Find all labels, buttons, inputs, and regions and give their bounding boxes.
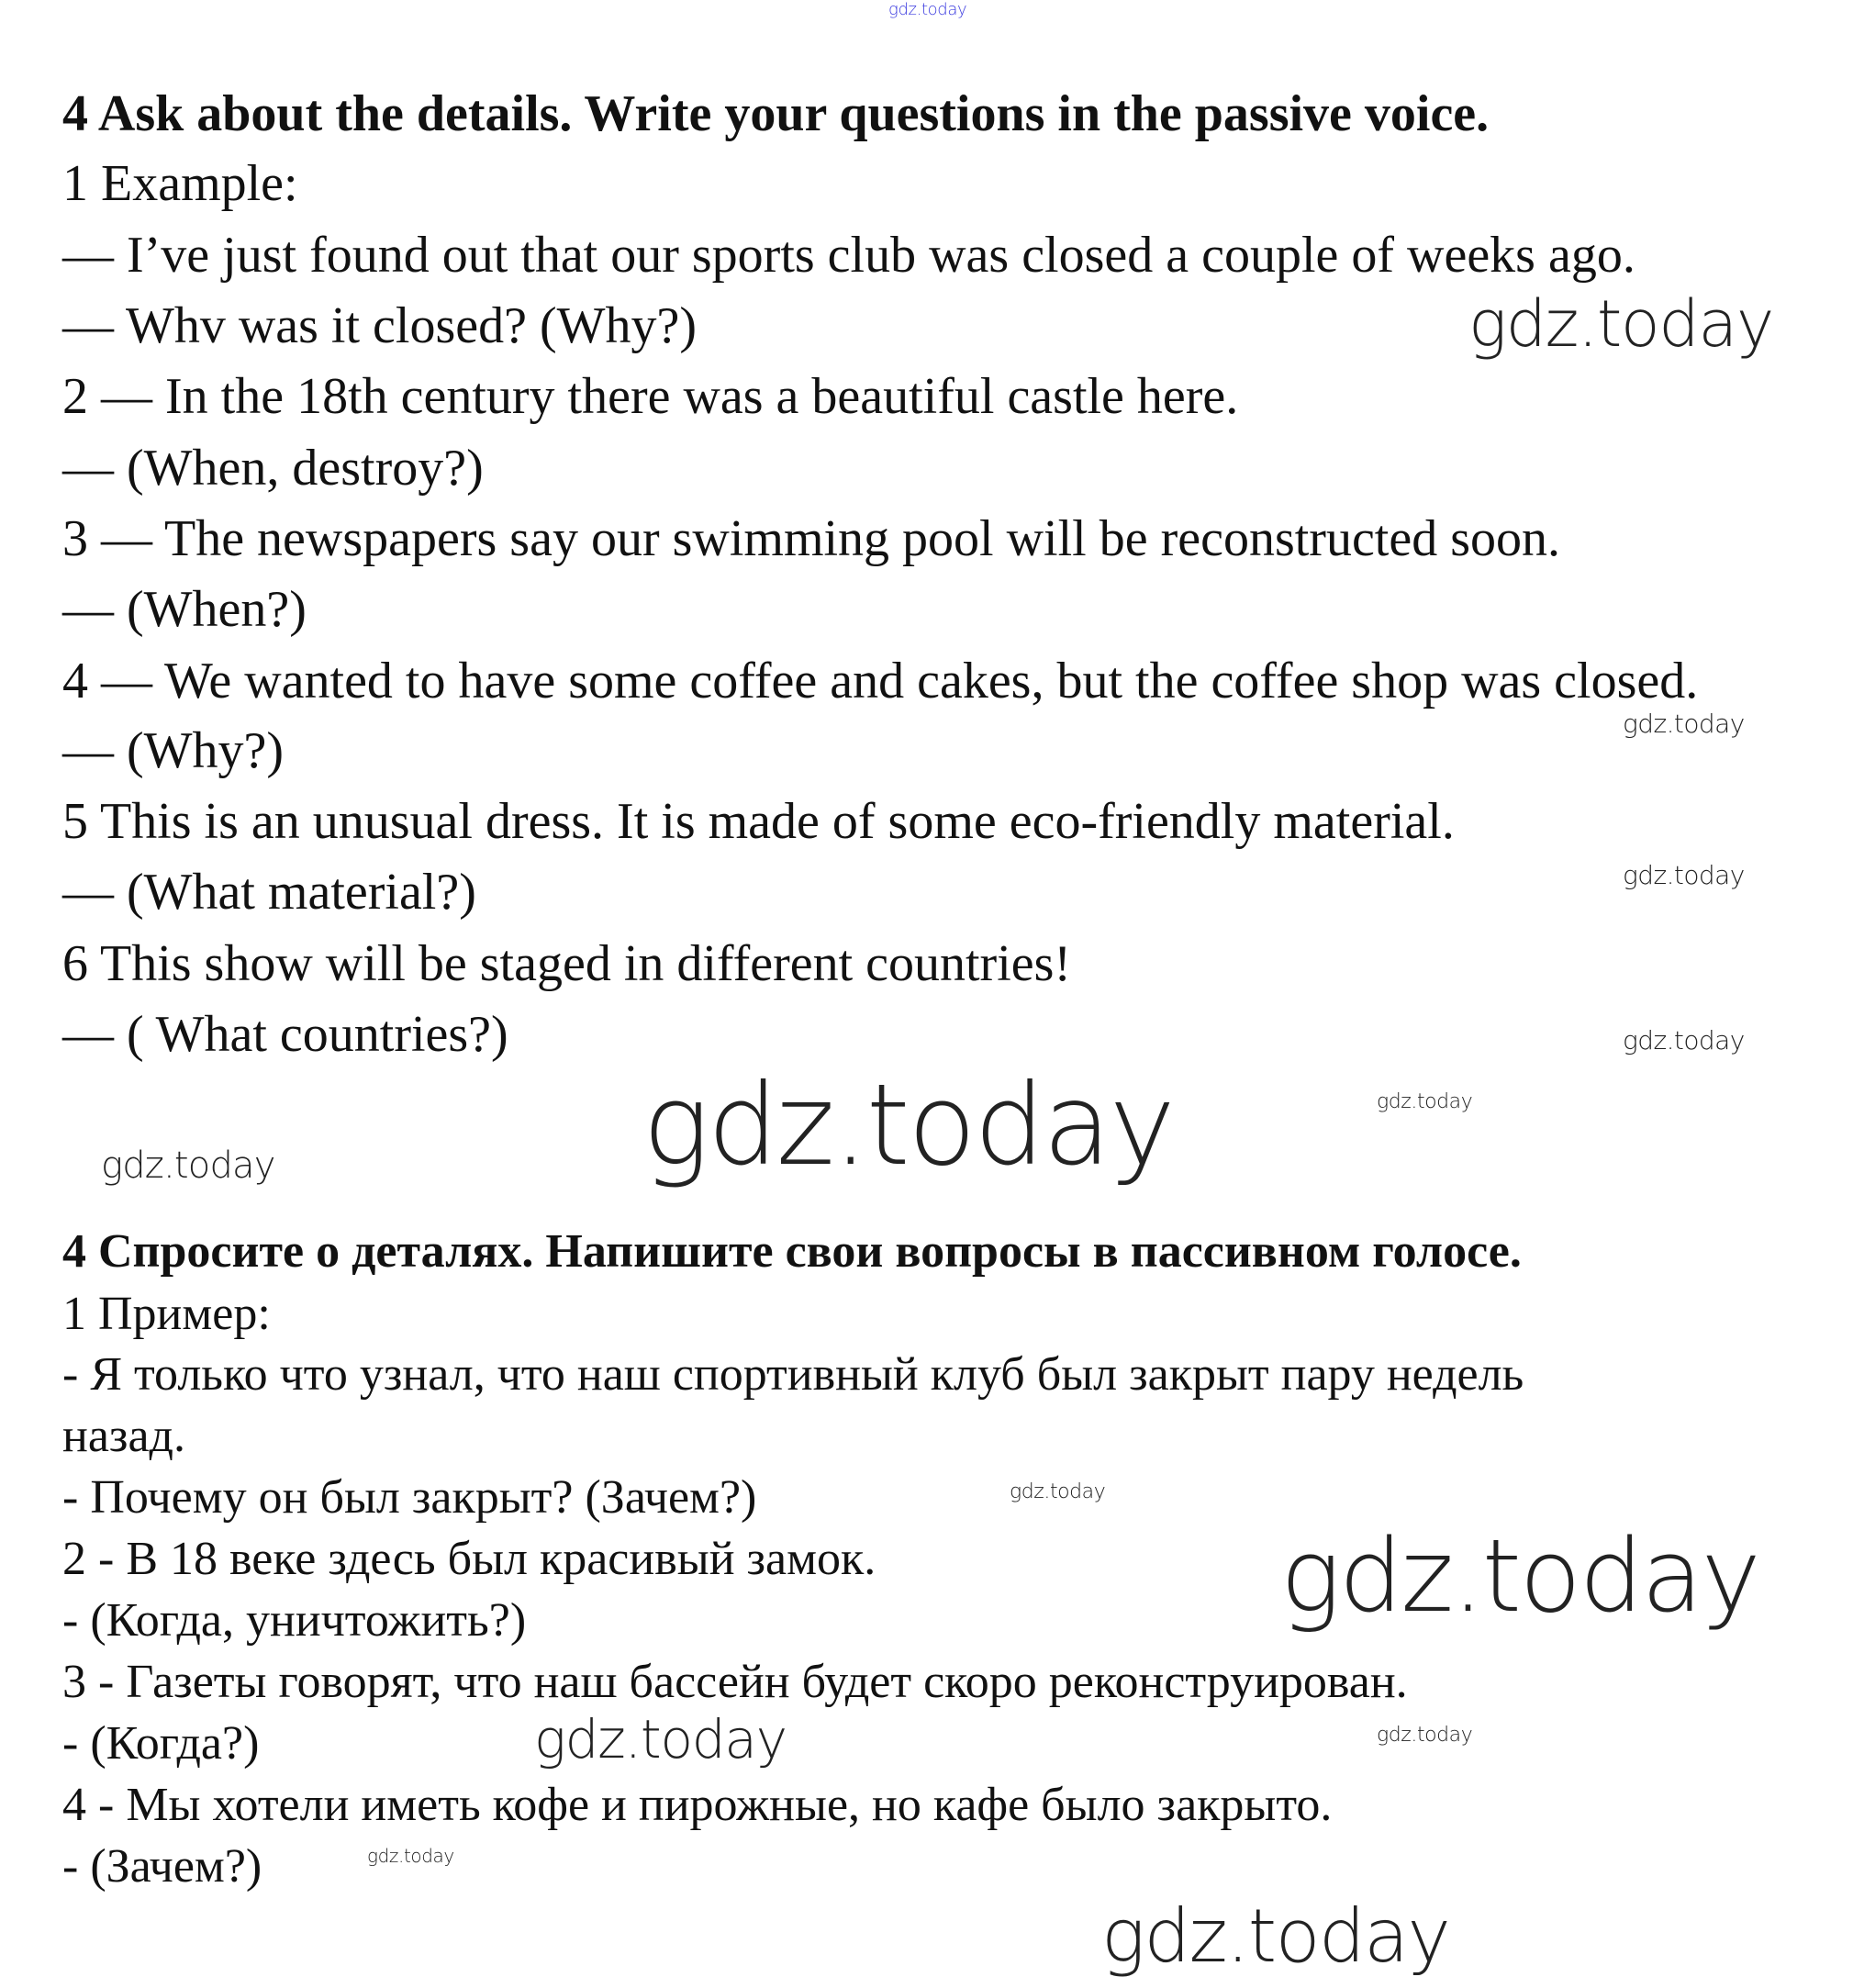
text-line: — I’ve just found out that our sports club was closed a couple of weeks ago. [62,227,1635,284]
text-line: 5 This is an unusual dress. It is made of some eco-friendly material. [62,793,1455,850]
text-line: 3 - Газеты говорят, что наш бассейн будет скоро реконструирован. [62,1656,1408,1708]
watermark: gdz.today [1101,1893,1450,1979]
text-line: 1 Пример: [62,1288,271,1340]
text-line: 2 - В 18 веке здесь был красивый замок. [62,1533,876,1585]
text-line: — (When, destroy?) [62,440,484,497]
watermark: gdz.today [367,1845,454,1867]
watermark: gdz.today [1280,1517,1759,1635]
text-line: — (Why?) [62,722,285,779]
text-line: — ( What countries?) [62,1006,508,1063]
text-line: 2 — In the 18th century there was a beautiful castle here. [62,368,1239,425]
watermark: gdz.today [1623,1025,1745,1055]
text-line: - Я только что узнал, что наш спортивный клуб был закрыт пару недель [62,1348,1524,1401]
text-line: 3 — The newspapers say our swimming pool will be reconstructed soon. [62,510,1561,567]
exercise-title-ru: 4 Спросите о деталях. Напишите свои вопросы в пассивном голосе. [62,1225,1522,1278]
text-line: 6 This show will be staged in different countries! [62,935,1072,992]
watermark: gdz.today [1010,1480,1106,1503]
text-line: - Почему он был закрыт? (Зачем?) [62,1471,757,1524]
watermark: gdz.today [534,1708,787,1770]
text-line: 4 - Мы хотели иметь кофе и пирожные, но кафе было закрыто. [62,1779,1333,1831]
watermark: gdz.today [1468,286,1773,362]
text-line: - (Когда, уничтожить?) [62,1594,527,1647]
text-line: 4 — We wanted to have some coffee and cakes, but the coffee shop was closed. [62,653,1699,709]
watermark: gdz.today [1623,860,1745,890]
watermark-top: gdz.today [888,0,967,19]
watermark: gdz.today [1377,1090,1473,1113]
text-line: — (When?) [62,581,307,638]
text-line: 1 Example: [62,155,298,212]
text-line: — (What material?) [62,864,476,921]
watermark: gdz.today [1377,1724,1473,1747]
text-line: - (Зачем?) [62,1840,262,1893]
text-line: назад. [62,1410,185,1462]
exercise-title-en: 4 Ask about the details. Write your questions in the passive voice. [62,85,1490,142]
watermark: gdz.today [642,1060,1174,1190]
watermark: gdz.today [1623,709,1745,739]
text-line: — Whv was it closed? (Why?) [62,297,697,354]
watermark: gdz.today [101,1145,275,1187]
text-line: - (Когда?) [62,1717,260,1770]
